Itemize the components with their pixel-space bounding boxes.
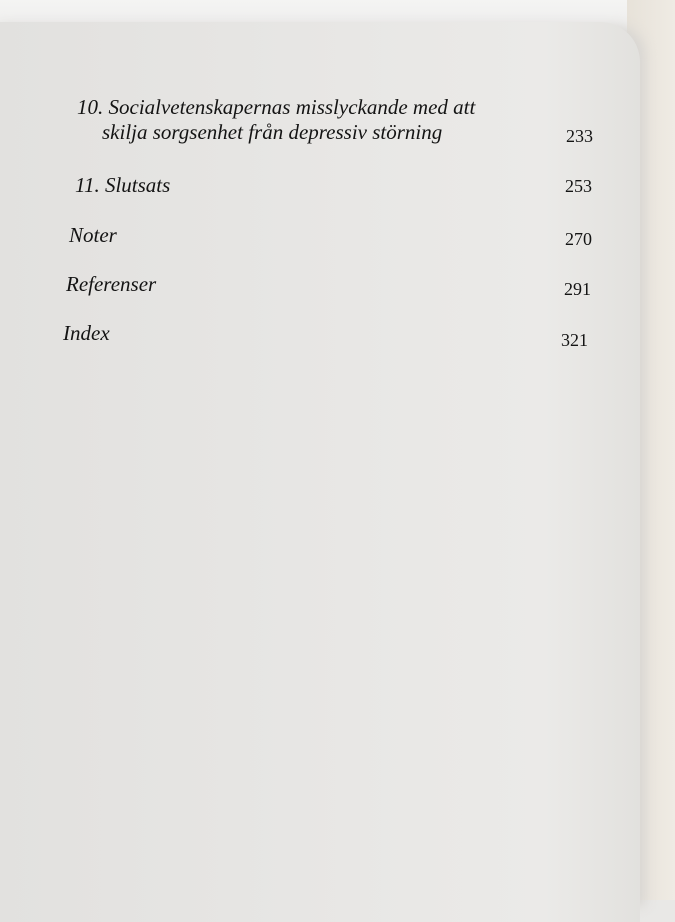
book-page (0, 22, 640, 922)
show-through-text (0, 22, 640, 922)
toc-entry-chapter-11-title: 11. Slutsats (75, 173, 171, 197)
toc-entry-index-page-number: 321 (561, 330, 588, 350)
toc-entry-chapter-10 (77, 95, 475, 145)
toc-entry-referenser-page-number: 291 (564, 279, 591, 299)
toc-entry-index (63, 321, 110, 346)
toc-entry-referenser (66, 272, 156, 297)
toc-entry-noter-page-number: 270 (565, 229, 592, 249)
toc-entry-chapter-11-page-number: 253 (565, 176, 592, 196)
toc-entry-chapter-10-title-line-1: 10. Socialvetenskapernas misslyckande med att (77, 95, 476, 119)
toc-entry-chapter-11 (75, 173, 170, 198)
toc-entry-referenser-title: Referenser (66, 272, 157, 296)
toc-entry-index-title: Index (63, 321, 110, 345)
toc-entry-chapter-10-title-line-2: skilja sorgsenhet från depressiv störning (102, 120, 443, 144)
toc-entry-chapter-10-page-number: 233 (566, 126, 593, 146)
toc-entry-noter (69, 223, 117, 248)
toc-entry-noter-title: Noter (69, 223, 117, 247)
